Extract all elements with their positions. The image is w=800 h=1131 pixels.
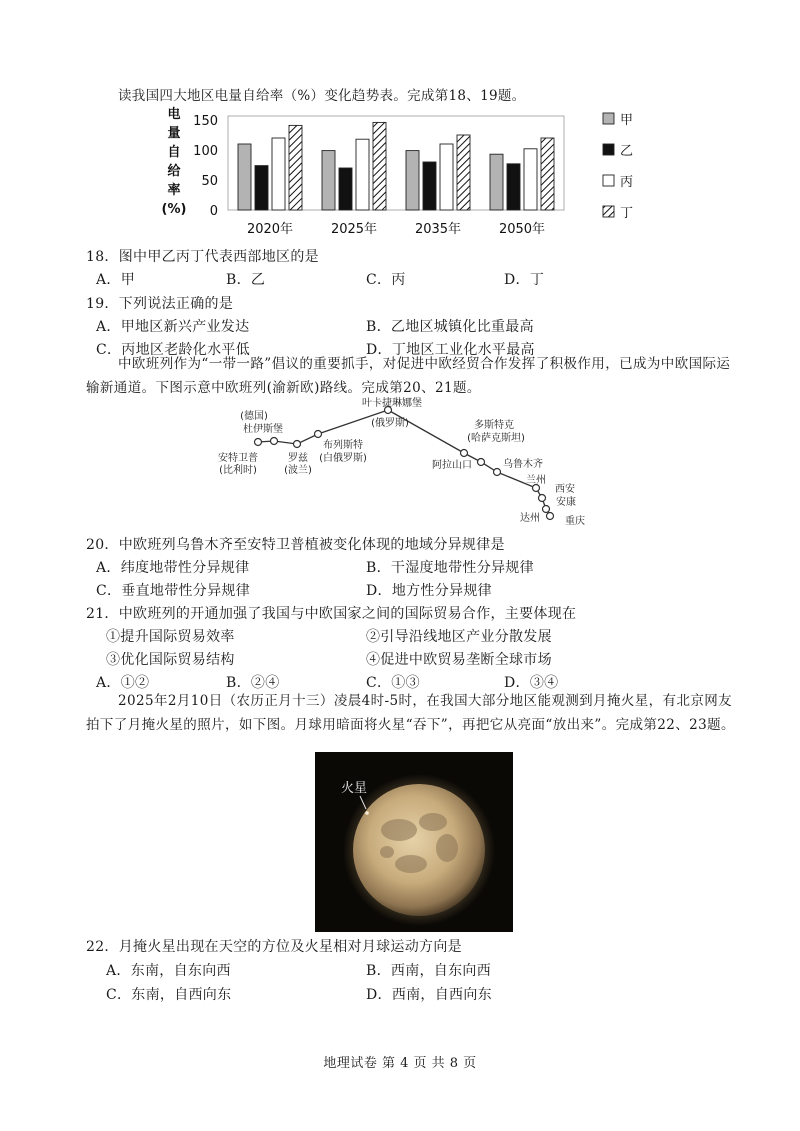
label-xian: 西安 <box>555 484 575 495</box>
bar-甲-2 <box>406 151 419 210</box>
q19-option-a[interactable]: A．甲地区新兴产业发达 <box>96 319 250 335</box>
station-lodz <box>294 441 301 448</box>
moon-disc <box>353 784 485 916</box>
bar-丁-2 <box>457 135 470 210</box>
legend-label: 甲 <box>620 113 634 128</box>
legend-swatch <box>603 206 614 217</box>
q20-option-c[interactable]: C．垂直地带性分异规律 <box>96 583 251 599</box>
q18-option-c[interactable]: C．丙 <box>366 272 406 288</box>
q22-option-a[interactable]: A．东南，自东向西 <box>106 963 231 979</box>
bar-甲-1 <box>322 151 335 210</box>
y-axis-label-char: 自 <box>167 145 181 160</box>
q22-option-b[interactable]: B．西南，自东向西 <box>366 963 491 979</box>
x-tick-label: 2050年 <box>498 222 546 237</box>
q19-option-c[interactable]: C．丙地区老龄化水平低 <box>96 342 251 358</box>
legend-label: 丙 <box>620 175 634 190</box>
q21-option-b[interactable]: B．②④ <box>226 675 280 691</box>
legend-swatch <box>603 175 614 186</box>
q18-option-b[interactable]: B．乙 <box>226 272 266 288</box>
label-lodz-country: (波兰) <box>284 465 312 476</box>
legend-swatch <box>603 144 614 155</box>
bar-甲-3 <box>490 154 503 210</box>
bar-丁-1 <box>373 122 386 210</box>
mars-label: 火星 <box>341 781 368 796</box>
label-duisburg-country: (德国) <box>240 411 268 422</box>
mars-dot <box>365 811 369 815</box>
label-brest-country: (白俄罗斯) <box>319 453 367 464</box>
label-dostyk: 多斯特克 <box>474 420 514 431</box>
label-dostyk-country: (哈萨克斯坦) <box>467 433 525 444</box>
map-intro: 中欧班列作为“一带一路”倡议的重要抓手，对促进中欧经贸合作发挥了积极作用，已成为中欧国际运输新通道。下图示意中欧班列(渝新欧)路线。完成第20、21题。 <box>86 356 731 396</box>
label-yekaterinburg: 叶卡捷琳娜堡 <box>362 398 422 409</box>
station-duisburg <box>271 438 278 445</box>
legend-label: 乙 <box>620 144 634 159</box>
y-axis-label-char: (%) <box>161 202 187 217</box>
station-ankang <box>543 506 550 513</box>
q21-item-4: ④促进中欧贸易垄断全球市场 <box>366 652 552 668</box>
moon-illustration <box>315 752 513 932</box>
label-lodz: 罗兹 <box>288 453 308 464</box>
bar-丙-1 <box>356 139 369 210</box>
y-tick-label: 50 <box>201 174 218 189</box>
q19-option-d[interactable]: D．丁地区工业化水平最高 <box>366 342 535 358</box>
q20-option-b[interactable]: B．干湿度地带性分异规律 <box>366 560 534 576</box>
station-chongqing <box>547 513 554 520</box>
q22-option-d[interactable]: D．西南，自西向东 <box>366 987 492 1003</box>
station-brest <box>315 431 322 438</box>
q21-option-a[interactable]: A．①② <box>96 675 150 691</box>
station-antwerp <box>255 439 262 446</box>
y-axis-label-char: 量 <box>167 126 181 141</box>
q21-stem: 21．中欧班列的开通加强了我国与中欧国家之间的国际贸易合作，主要体现在 <box>86 606 577 622</box>
y-tick-label: 150 <box>193 114 218 129</box>
y-axis-label-char: 电 <box>167 107 181 122</box>
page-footer: 地理试卷 第 4 页 共 8 页 <box>323 1056 477 1071</box>
x-tick-label: 2020年 <box>246 222 294 237</box>
label-brest: 布列斯特 <box>323 440 363 451</box>
q18-option-a[interactable]: A．甲 <box>96 272 136 288</box>
bar-丙-3 <box>524 149 537 210</box>
station-dostyk <box>461 450 468 457</box>
chart-intro: 读我国四大地区电量自给率（%）变化趋势表。完成第18、19题。 <box>118 88 526 104</box>
q20-option-a[interactable]: A．纬度地带性分异规律 <box>96 560 250 576</box>
route-map <box>210 395 590 530</box>
label-alashankou: 阿拉山口 <box>432 460 472 471</box>
label-dazhou: 达州 <box>520 513 540 524</box>
q18-stem: 18．图中甲乙丙丁代表西部地区的是 <box>86 249 319 265</box>
bar-丙-0 <box>272 138 285 210</box>
station-alashankou <box>478 459 485 466</box>
y-axis-label-char: 率 <box>167 183 181 198</box>
bar-乙-1 <box>339 168 352 210</box>
q21-option-d[interactable]: D．③④ <box>504 675 559 691</box>
bar-丙-2 <box>440 144 453 210</box>
q21-option-c[interactable]: C．①③ <box>366 675 420 691</box>
q21-item-3: ③优化国际贸易结构 <box>106 652 235 668</box>
y-tick-label: 0 <box>209 204 218 219</box>
q18-option-d[interactable]: D．丁 <box>504 272 545 288</box>
label-yekaterinburg-country: (俄罗斯) <box>371 418 409 429</box>
q21-item-1: ①提升国际贸易效率 <box>106 629 235 645</box>
moon-mars-photo <box>315 752 513 932</box>
label-duisburg: 杜伊斯堡 <box>243 424 283 435</box>
q19-option-b[interactable]: B．乙地区城镇化比重最高 <box>366 319 534 335</box>
x-tick-label: 2025年 <box>330 222 378 237</box>
q19-stem: 19．下列说法正确的是 <box>86 296 234 312</box>
label-urumqi: 乌鲁木齐 <box>503 459 543 470</box>
bar-乙-2 <box>423 162 436 210</box>
bar-乙-0 <box>255 166 268 210</box>
label-ankang: 安康 <box>556 497 576 508</box>
bar-乙-3 <box>507 164 520 210</box>
photo-intro: 2025年2月10日（农历正月十三）凌晨4时-5时，在我国大部分地区能观测到月掩火星，有北京网友拍下了月掩火星的照片，如下图。月球用暗面将火星“吞下”，再把它从亮面“放出来”。完成第22、23题。 <box>86 693 735 733</box>
y-tick-label: 100 <box>193 144 218 159</box>
q22-stem: 22．月掩火星出现在天空的方位及火星相对月球运动方向是 <box>86 939 462 955</box>
q22-option-c[interactable]: C．东南，自西向东 <box>106 987 232 1003</box>
legend-label: 丁 <box>620 206 634 221</box>
electricity-chart <box>160 106 660 246</box>
bar-丁-3 <box>541 138 554 210</box>
station-xian <box>539 495 546 502</box>
q21-item-2: ②引导沿线地区产业分散发展 <box>366 629 552 645</box>
y-axis-label-char: 给 <box>167 164 181 179</box>
x-tick-label: 2035年 <box>414 222 462 237</box>
q20-option-d[interactable]: D．地方性分异规律 <box>366 583 492 599</box>
label-antwerp-country: (比利时) <box>219 465 257 476</box>
legend-swatch <box>603 113 614 124</box>
label-chongqing: 重庆 <box>565 516 585 527</box>
label-antwerp: 安特卫普 <box>218 453 258 464</box>
bar-甲-0 <box>238 144 251 210</box>
station-urumqi <box>494 469 501 476</box>
q20-stem: 20．中欧班列乌鲁木齐至安特卫普植被变化体现的地域分异规律是 <box>86 537 505 553</box>
label-lanzhou: 兰州 <box>526 475 546 486</box>
bar-丁-0 <box>289 125 302 210</box>
